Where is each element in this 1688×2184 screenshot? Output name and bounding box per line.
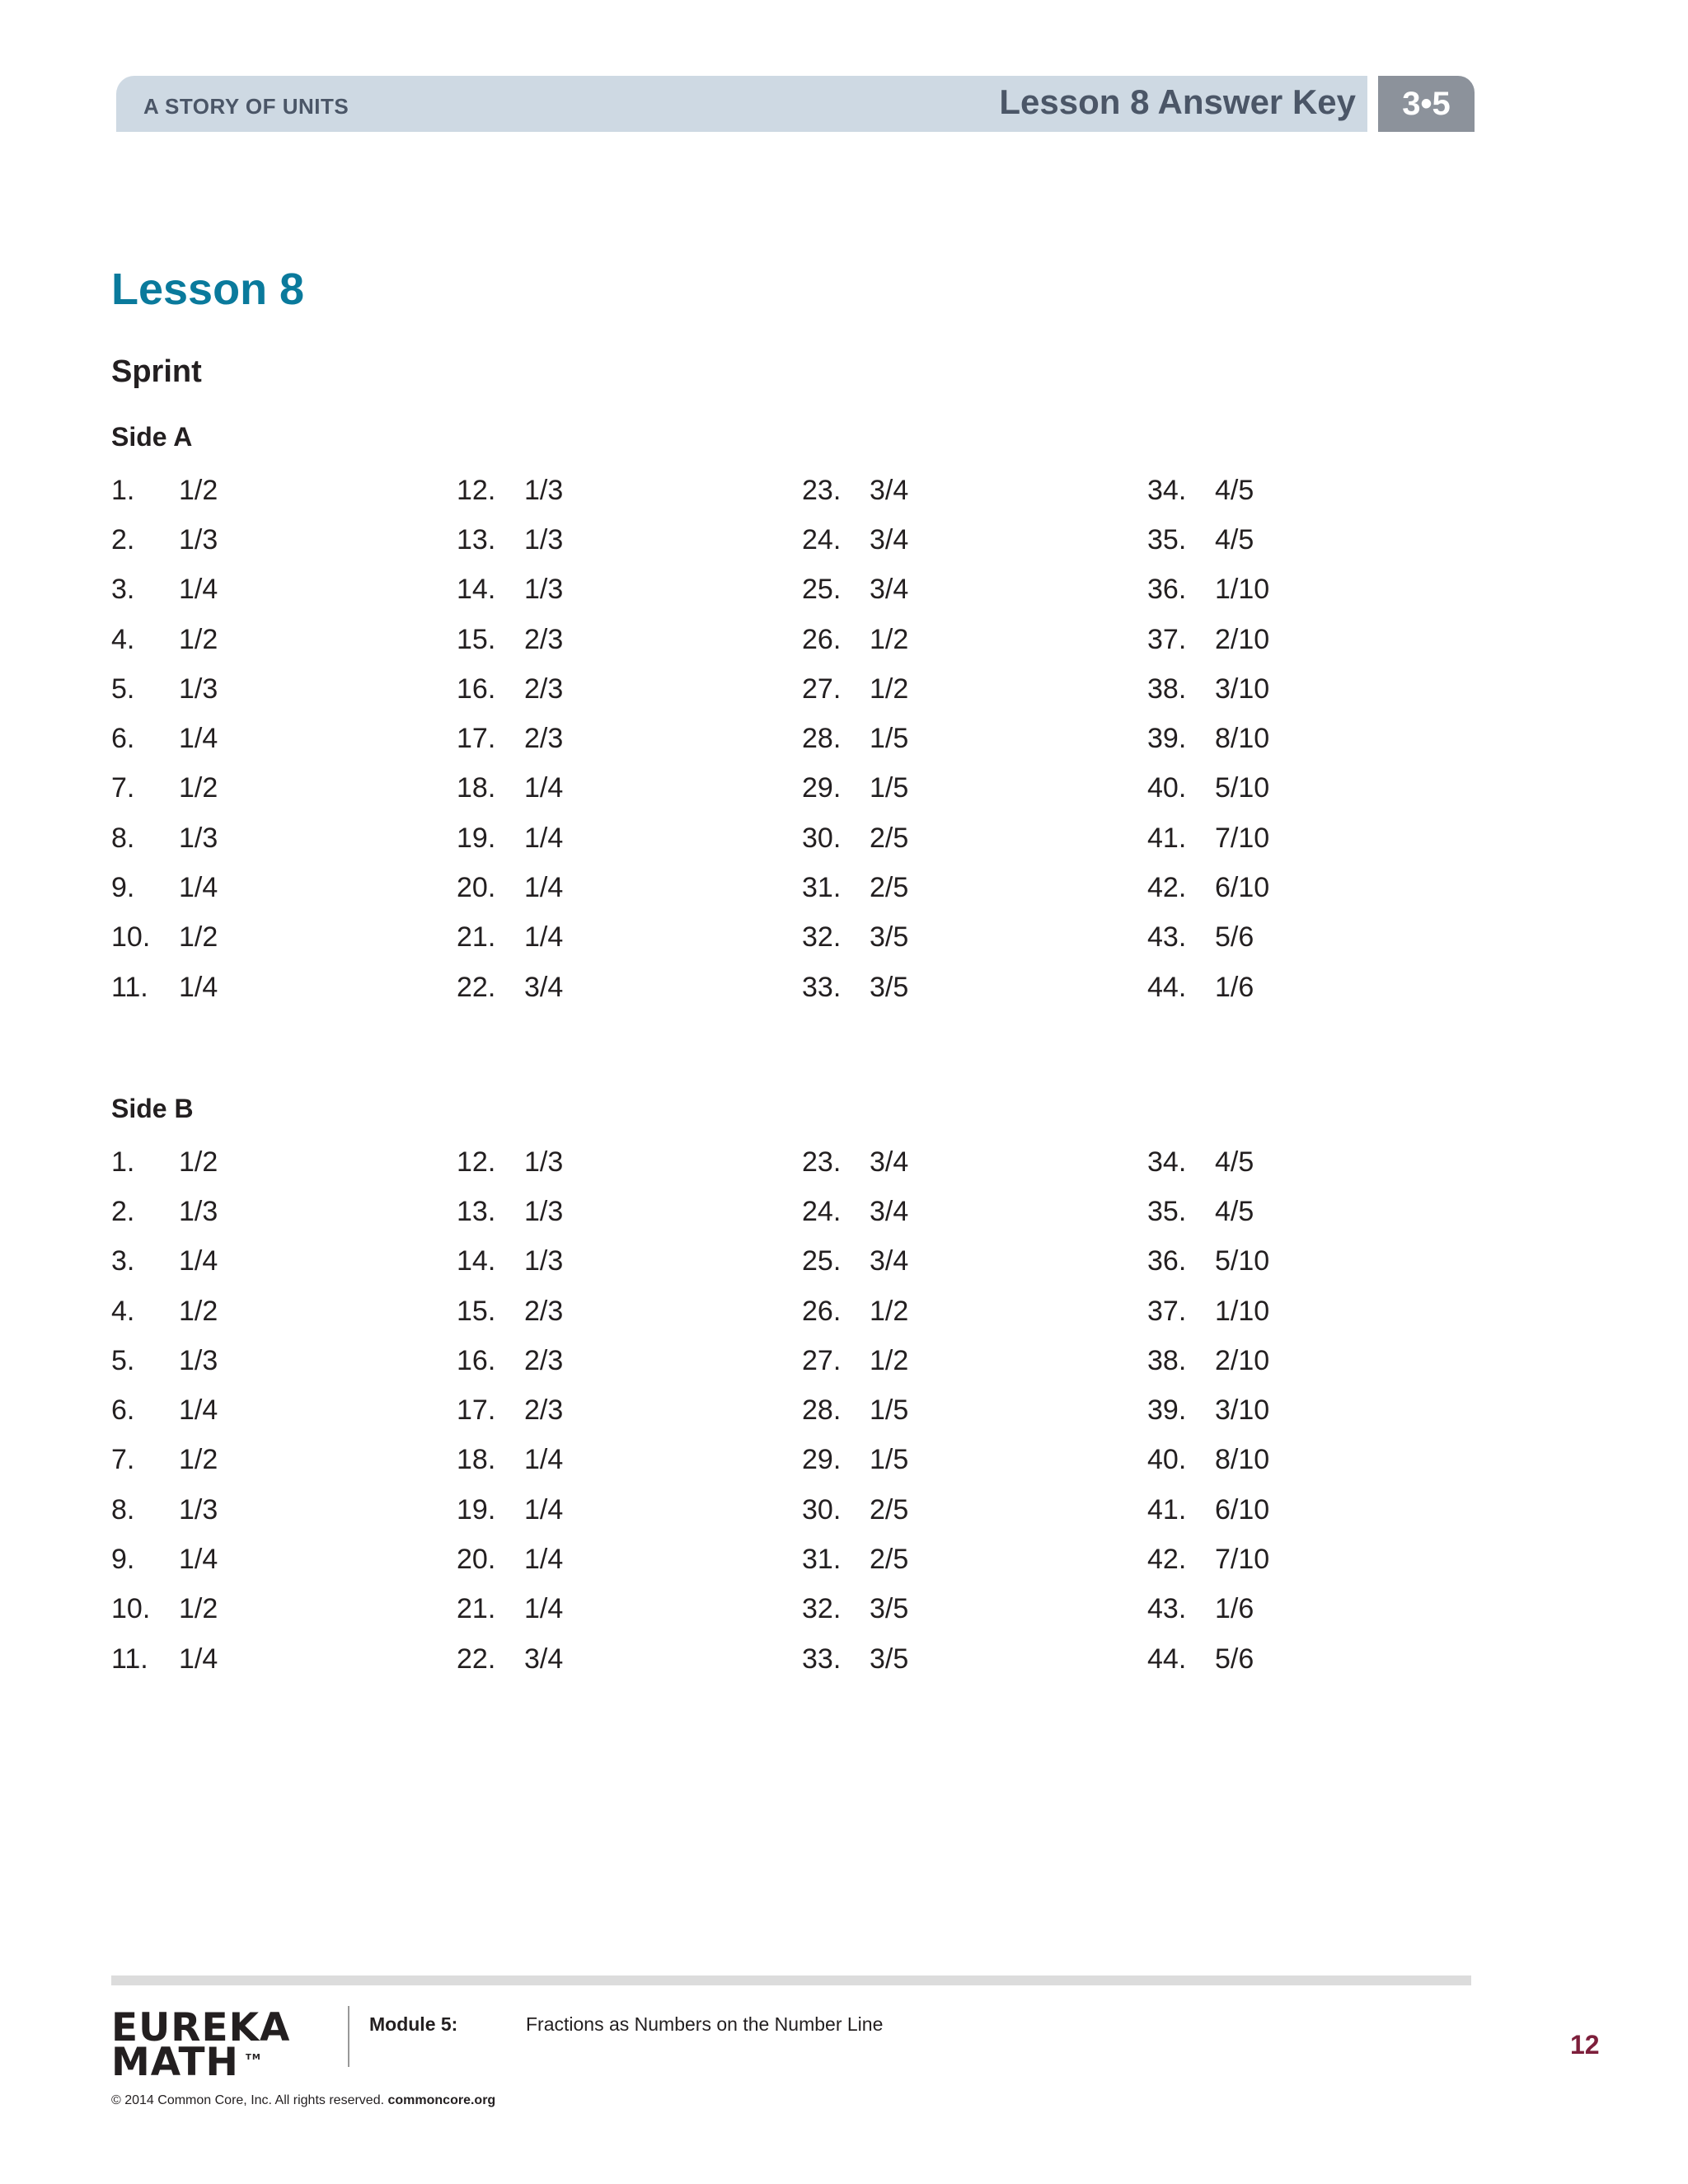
answer-item — [457, 1436, 802, 1485]
answer-value: 3/4 — [870, 1195, 909, 1227]
answer-value: 1/2 — [179, 1444, 218, 1476]
answer-item — [457, 1634, 802, 1684]
problem-number: 21. — [457, 921, 496, 954]
grade-module-badge: 3•5 — [1378, 76, 1475, 132]
problem-number: 22. — [457, 971, 496, 1003]
answer-item — [457, 813, 802, 863]
eureka-math-logo — [111, 2005, 291, 2085]
answer-item — [457, 1237, 802, 1286]
answer-item — [1147, 1187, 1395, 1236]
answer-value: 1/6 — [1215, 1593, 1254, 1625]
footer-divider — [348, 2006, 349, 2067]
logo-line-2: MATH — [111, 2040, 239, 2085]
answer-item — [457, 1286, 802, 1336]
problem-number: 28. — [802, 1394, 842, 1427]
problem-number: 4. — [111, 1295, 135, 1327]
problem-number: 27. — [802, 1344, 842, 1376]
problem-number: 6. — [111, 1394, 135, 1427]
problem-number: 34. — [1147, 1146, 1187, 1178]
answer-item — [802, 813, 1147, 863]
problem-number: 22. — [457, 1643, 496, 1675]
problem-number: 15. — [457, 623, 496, 655]
problem-number: 13. — [457, 523, 496, 555]
side-b-answers — [111, 1137, 1395, 1684]
answer-value: 1/3 — [524, 474, 564, 506]
answer-value: 2/3 — [524, 673, 564, 705]
answer-item — [1147, 913, 1395, 963]
problem-number: 24. — [802, 1195, 842, 1227]
answer-value: 1/5 — [870, 1394, 909, 1427]
problem-number: 20. — [457, 1544, 496, 1576]
answer-value: 1/4 — [524, 772, 564, 804]
answer-item — [1147, 1436, 1395, 1485]
answer-item — [802, 1485, 1147, 1535]
answer-item — [111, 1187, 457, 1236]
problem-number: 7. — [111, 1444, 135, 1476]
problem-number: 42. — [1147, 1544, 1187, 1576]
problem-number: 37. — [1147, 623, 1187, 655]
answer-value: 1/3 — [524, 1146, 564, 1178]
answer-item — [802, 714, 1147, 763]
answer-item — [457, 963, 802, 1012]
answer-value: 1/3 — [179, 1493, 218, 1526]
problem-number: 32. — [802, 1593, 842, 1625]
answer-value: 1/5 — [870, 1444, 909, 1476]
problem-number: 12. — [457, 1146, 496, 1178]
answer-item — [111, 764, 457, 813]
problem-number: 40. — [1147, 772, 1187, 804]
answer-item — [802, 565, 1147, 615]
problem-number: 6. — [111, 723, 135, 755]
trademark: TM — [246, 2053, 261, 2062]
answer-value: 3/4 — [524, 1643, 564, 1675]
answer-item — [802, 1385, 1147, 1435]
problem-number: 16. — [457, 673, 496, 705]
answer-value: 1/4 — [179, 723, 218, 755]
problem-number: 14. — [457, 574, 496, 606]
answer-item — [802, 1535, 1147, 1584]
problem-number: 2. — [111, 1195, 135, 1227]
answer-value: 1/4 — [179, 971, 218, 1003]
answer-item — [457, 714, 802, 763]
problem-number: 29. — [802, 772, 842, 804]
problem-number: 33. — [802, 971, 842, 1003]
side-a-heading: Side A — [111, 422, 193, 452]
answer-value: 1/4 — [524, 822, 564, 854]
module-title: Fractions as Numbers on the Number Line — [526, 2013, 884, 2035]
problem-number: 44. — [1147, 1643, 1187, 1675]
answer-item — [802, 1137, 1147, 1187]
answer-value: 4/5 — [1215, 1195, 1254, 1227]
answer-value: 8/10 — [1215, 1444, 1270, 1476]
answer-value: 1/4 — [179, 1394, 218, 1427]
problem-number: 1. — [111, 1146, 135, 1178]
answer-item — [457, 615, 802, 664]
answer-value: 1/4 — [524, 1544, 564, 1576]
answer-item — [1147, 1336, 1395, 1385]
side-a-answers — [111, 466, 1395, 1012]
answer-value: 3/4 — [870, 1146, 909, 1178]
problem-number: 5. — [111, 673, 135, 705]
module-label: Module 5: — [369, 2013, 458, 2035]
answer-value: 2/5 — [870, 872, 909, 904]
problem-number: 2. — [111, 523, 135, 555]
answer-value: 3/10 — [1215, 673, 1270, 705]
page-number: 12 — [1570, 2030, 1600, 2060]
answer-item — [802, 963, 1147, 1012]
problem-number: 17. — [457, 723, 496, 755]
answer-value: 1/2 — [870, 1295, 909, 1327]
problem-number: 31. — [802, 1544, 842, 1576]
answer-item — [111, 1137, 457, 1187]
copyright-text: © 2014 Common Core, Inc. All rights reserved. — [111, 2093, 385, 2107]
problem-number: 29. — [802, 1444, 842, 1476]
answer-value: 2/5 — [870, 822, 909, 854]
answer-item — [802, 466, 1147, 515]
answer-value: 6/10 — [1215, 872, 1270, 904]
answer-value: 1/2 — [179, 1146, 218, 1178]
answer-item — [802, 664, 1147, 714]
answer-item — [457, 565, 802, 615]
answer-value: 5/10 — [1215, 772, 1270, 804]
answer-item — [111, 1286, 457, 1336]
footer-rule — [111, 1975, 1471, 1985]
answer-value: 3/5 — [870, 1593, 909, 1625]
problem-number: 41. — [1147, 1493, 1187, 1526]
answer-item — [457, 1585, 802, 1634]
answer-value: 1/4 — [524, 1444, 564, 1476]
problem-number: 28. — [802, 723, 842, 755]
answer-value: 1/2 — [179, 1295, 218, 1327]
answer-value: 2/3 — [524, 1394, 564, 1427]
problem-number: 18. — [457, 772, 496, 804]
answer-value: 1/2 — [179, 474, 218, 506]
answer-value: 6/10 — [1215, 1493, 1270, 1526]
answer-item — [1147, 466, 1395, 515]
problem-number: 36. — [1147, 1245, 1187, 1277]
answer-value: 2/5 — [870, 1493, 909, 1526]
answer-item — [457, 1137, 802, 1187]
problem-number: 26. — [802, 1295, 842, 1327]
problem-number: 42. — [1147, 872, 1187, 904]
answer-value: 5/6 — [1215, 1643, 1254, 1675]
answer-value: 1/5 — [870, 723, 909, 755]
problem-number: 33. — [802, 1643, 842, 1675]
problem-number: 11. — [111, 1643, 148, 1675]
series-name: A STORY OF UNITS — [143, 94, 349, 119]
answer-value: 1/3 — [524, 1245, 564, 1277]
answer-value: 8/10 — [1215, 723, 1270, 755]
problem-number: 41. — [1147, 822, 1187, 854]
answer-item — [802, 1634, 1147, 1684]
answer-value: 5/6 — [1215, 921, 1254, 954]
problem-number: 40. — [1147, 1444, 1187, 1476]
answer-item — [457, 466, 802, 515]
answer-value: 4/5 — [1215, 1146, 1254, 1178]
problem-number: 1. — [111, 474, 135, 506]
answer-item — [1147, 1634, 1395, 1684]
answer-item — [1147, 813, 1395, 863]
problem-number: 5. — [111, 1344, 135, 1376]
problem-number: 8. — [111, 822, 135, 854]
answer-item — [111, 515, 457, 565]
answer-value: 4/5 — [1215, 474, 1254, 506]
site-link[interactable]: commoncore.org — [387, 2093, 496, 2107]
problem-number: 16. — [457, 1344, 496, 1376]
answer-value: 1/4 — [179, 872, 218, 904]
lesson-title: Lesson 8 — [111, 265, 305, 314]
answer-item — [111, 1385, 457, 1435]
problem-number: 23. — [802, 1146, 842, 1178]
answer-item — [802, 1187, 1147, 1236]
answer-item — [457, 764, 802, 813]
answer-value: 3/10 — [1215, 1394, 1270, 1427]
answer-value: 1/2 — [870, 1344, 909, 1376]
answer-item — [111, 1485, 457, 1535]
answer-item — [111, 963, 457, 1012]
problem-number: 18. — [457, 1444, 496, 1476]
answer-item — [1147, 963, 1395, 1012]
problem-number: 24. — [802, 523, 842, 555]
problem-number: 43. — [1147, 921, 1187, 954]
answer-value: 3/5 — [870, 971, 909, 1003]
problem-number: 10. — [111, 921, 151, 954]
problem-number: 9. — [111, 1544, 135, 1576]
answer-item — [802, 913, 1147, 963]
answer-value: 1/4 — [179, 574, 218, 606]
answer-value: 1/4 — [524, 1493, 564, 1526]
problem-number: 10. — [111, 1593, 151, 1625]
answer-item — [457, 1187, 802, 1236]
answer-item — [111, 466, 457, 515]
answer-value: 2/3 — [524, 623, 564, 655]
answer-value: 2/10 — [1215, 1344, 1270, 1376]
answer-item — [802, 1237, 1147, 1286]
answer-item — [1147, 1385, 1395, 1435]
problem-number: 43. — [1147, 1593, 1187, 1625]
answer-value: 1/3 — [179, 523, 218, 555]
problem-number: 27. — [802, 673, 842, 705]
answer-value: 1/3 — [179, 822, 218, 854]
answer-value: 1/2 — [870, 673, 909, 705]
answer-item — [111, 1585, 457, 1634]
answer-value: 1/2 — [179, 1593, 218, 1625]
problem-number: 38. — [1147, 673, 1187, 705]
answer-key-title: Lesson 8 Answer Key — [999, 82, 1356, 121]
answer-value: 1/5 — [870, 772, 909, 804]
answer-item — [111, 913, 457, 963]
answer-value: 1/2 — [179, 921, 218, 954]
answer-item — [111, 1436, 457, 1485]
answer-value: 2/3 — [524, 723, 564, 755]
answer-value: 7/10 — [1215, 822, 1270, 854]
answer-value: 3/4 — [524, 971, 564, 1003]
problem-number: 19. — [457, 822, 496, 854]
answer-item — [111, 1237, 457, 1286]
answer-item — [1147, 863, 1395, 912]
answer-value: 1/3 — [524, 523, 564, 555]
problem-number: 37. — [1147, 1295, 1187, 1327]
answer-item — [1147, 1485, 1395, 1535]
answer-value: 1/4 — [179, 1245, 218, 1277]
answer-item — [802, 1336, 1147, 1385]
answer-item — [802, 1436, 1147, 1485]
answer-value: 3/4 — [870, 574, 909, 606]
answer-item — [457, 515, 802, 565]
answer-value: 2/3 — [524, 1344, 564, 1376]
answer-item — [1147, 1137, 1395, 1187]
logo-line-1: EUREKA — [111, 2005, 291, 2050]
problem-number: 44. — [1147, 971, 1187, 1003]
answer-item — [457, 1385, 802, 1435]
answer-value: 1/2 — [870, 623, 909, 655]
problem-number: 39. — [1147, 1394, 1187, 1427]
problem-number: 25. — [802, 574, 842, 606]
answer-value: 1/3 — [179, 673, 218, 705]
answer-item — [111, 615, 457, 664]
problem-number: 11. — [111, 971, 148, 1003]
answer-value: 1/4 — [179, 1643, 218, 1675]
answer-value: 3/4 — [870, 1245, 909, 1277]
answer-item — [1147, 714, 1395, 763]
problem-number: 38. — [1147, 1344, 1187, 1376]
answer-value: 3/5 — [870, 1643, 909, 1675]
answer-item — [802, 764, 1147, 813]
answer-item — [1147, 1237, 1395, 1286]
answer-item — [457, 1535, 802, 1584]
answer-item — [111, 863, 457, 912]
problem-number: 14. — [457, 1245, 496, 1277]
answer-value: 1/10 — [1215, 1295, 1270, 1327]
problem-number: 8. — [111, 1493, 135, 1526]
problem-number: 7. — [111, 772, 135, 804]
answer-item — [111, 664, 457, 714]
answer-value: 1/10 — [1215, 574, 1270, 606]
answer-value: 1/2 — [179, 623, 218, 655]
answer-value: 1/3 — [524, 574, 564, 606]
problem-number: 34. — [1147, 474, 1187, 506]
problem-number: 17. — [457, 1394, 496, 1427]
answer-item — [111, 714, 457, 763]
problem-number: 36. — [1147, 574, 1187, 606]
problem-number: 3. — [111, 574, 135, 606]
answer-item — [111, 1336, 457, 1385]
answer-item — [457, 664, 802, 714]
problem-number: 20. — [457, 872, 496, 904]
answer-item — [111, 565, 457, 615]
problem-number: 19. — [457, 1493, 496, 1526]
answer-value: 1/4 — [524, 921, 564, 954]
problem-number: 32. — [802, 921, 842, 954]
problem-number: 35. — [1147, 1195, 1187, 1227]
answer-item — [1147, 1286, 1395, 1336]
problem-number: 30. — [802, 822, 842, 854]
answer-value: 7/10 — [1215, 1544, 1270, 1576]
answer-value: 2/10 — [1215, 623, 1270, 655]
answer-item — [111, 813, 457, 863]
answer-item — [802, 1286, 1147, 1336]
answer-item — [1147, 1585, 1395, 1634]
problem-number: 35. — [1147, 523, 1187, 555]
answer-value: 1/4 — [524, 1593, 564, 1625]
answer-value: 1/3 — [179, 1195, 218, 1227]
problem-number: 21. — [457, 1593, 496, 1625]
problem-number: 26. — [802, 623, 842, 655]
answer-item — [1147, 664, 1395, 714]
answer-item — [1147, 1535, 1395, 1584]
answer-item — [111, 1535, 457, 1584]
answer-item — [802, 863, 1147, 912]
answer-item — [1147, 565, 1395, 615]
answer-item — [457, 913, 802, 963]
answer-item — [457, 1485, 802, 1535]
problem-number: 23. — [802, 474, 842, 506]
answer-value: 3/5 — [870, 921, 909, 954]
answer-item — [457, 1336, 802, 1385]
problem-number: 13. — [457, 1195, 496, 1227]
answer-value: 3/4 — [870, 523, 909, 555]
problem-number: 9. — [111, 872, 135, 904]
answer-value: 1/3 — [179, 1344, 218, 1376]
answer-item — [802, 1585, 1147, 1634]
side-b-heading: Side B — [111, 1094, 194, 1123]
answer-value: 5/10 — [1215, 1245, 1270, 1277]
problem-number: 12. — [457, 474, 496, 506]
copyright — [111, 2093, 495, 2108]
answer-item — [1147, 615, 1395, 664]
answer-value: 1/3 — [524, 1195, 564, 1227]
answer-item — [1147, 515, 1395, 565]
problem-number: 3. — [111, 1245, 135, 1277]
answer-item — [802, 615, 1147, 664]
answer-value: 1/4 — [179, 1544, 218, 1576]
answer-value: 1/6 — [1215, 971, 1254, 1003]
answer-item — [1147, 764, 1395, 813]
answer-value: 3/4 — [870, 474, 909, 506]
problem-number: 39. — [1147, 723, 1187, 755]
answer-value: 2/5 — [870, 1544, 909, 1576]
problem-number: 30. — [802, 1493, 842, 1526]
problem-number: 31. — [802, 872, 842, 904]
problem-number: 15. — [457, 1295, 496, 1327]
answer-value: 2/3 — [524, 1295, 564, 1327]
answer-value: 4/5 — [1215, 523, 1254, 555]
answer-value: 1/4 — [524, 872, 564, 904]
answer-value: 1/2 — [179, 772, 218, 804]
answer-item — [802, 515, 1147, 565]
problem-number: 25. — [802, 1245, 842, 1277]
answer-item — [111, 1634, 457, 1684]
sprint-heading: Sprint — [111, 354, 202, 389]
problem-number: 4. — [111, 623, 135, 655]
answer-item — [457, 863, 802, 912]
